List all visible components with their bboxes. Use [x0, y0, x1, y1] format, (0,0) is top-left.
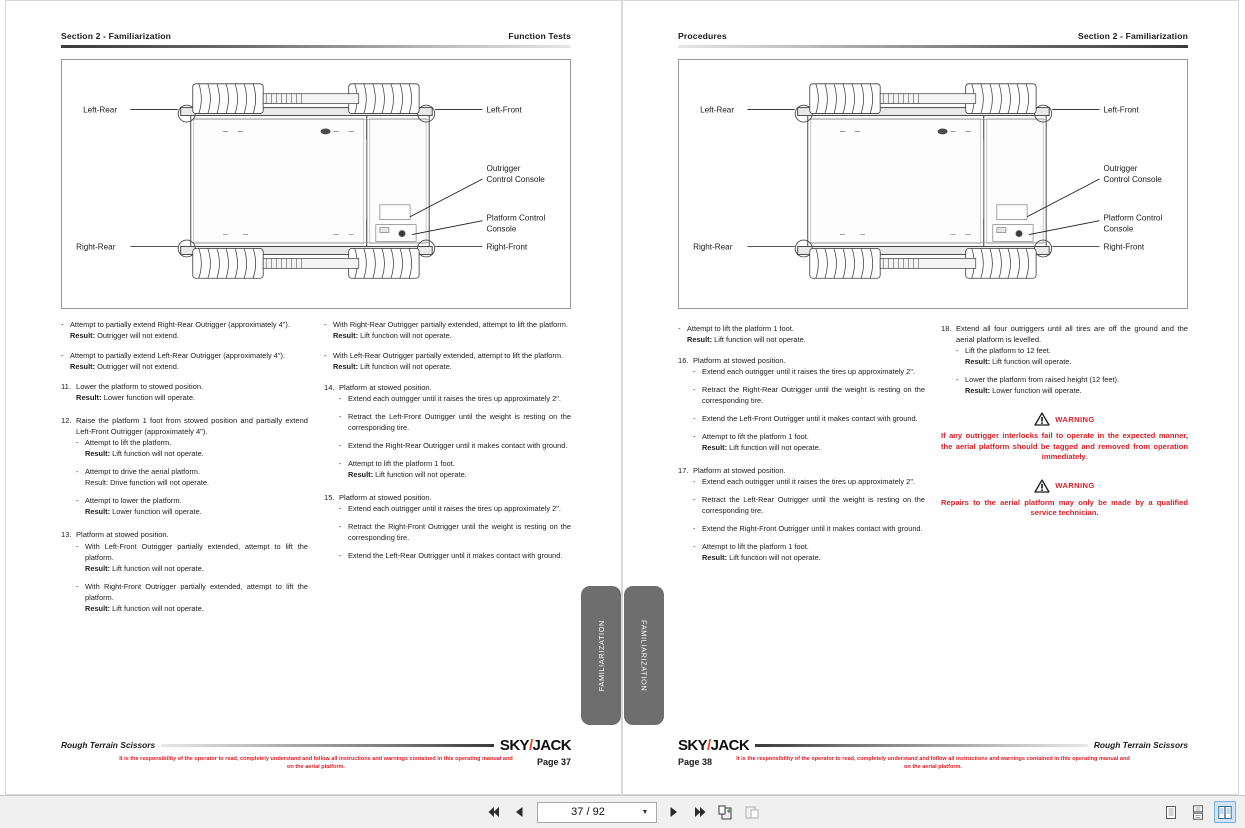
- list-item: - With Right-Rear Outrigger partially extended, attempt to lift the platform. Result: Lift function will not operate.: [324, 319, 568, 340]
- list-item: 13. Platform at stowed position. - With Left-Front Outrigger partially extended, attempt to lift the platform. Result: Lift function will not operate. - With Right-Front Outrigger partially extended, attempt to lift the platform. Result: Lift function will not operate.: [61, 530, 308, 613]
- substep-text: Retract the Left-Front Outrigger until the weight is resting on the corresponding tire.: [348, 411, 571, 432]
- running-header-left: [61, 31, 571, 41]
- substep-text: Extend each outrigger until it raises the tires up approximately 2".: [348, 393, 561, 403]
- single-page-view-icon: [1164, 805, 1178, 820]
- thumb-tab-left[interactable]: [581, 586, 621, 725]
- header-right-text: Function Tests: [508, 31, 571, 41]
- figure-aerial-platform-top-view-right: [678, 59, 1188, 309]
- figure-label-platform-console-line1: Platform Control: [1103, 213, 1163, 223]
- warning-block-1: [941, 412, 1188, 463]
- substep-text: Lift the platform to 12 feet.: [965, 346, 1051, 355]
- step-text: Platform at stowed position.: [339, 492, 432, 502]
- result-text: Lift function will not operate.: [360, 361, 452, 371]
- continuous-page-view-icon: [1191, 805, 1205, 820]
- substep-text: Extend each outrigger until it raises the tires up approximately 2".: [702, 477, 915, 486]
- header-rule: [61, 45, 571, 48]
- figure-label-right-front: Right-Front: [1103, 242, 1145, 252]
- result-text: Drive function will not operate.: [110, 478, 210, 488]
- footer-disclaimer: It is the responsibility of the operator to read, completely understand and follow all instructions and warnings contained in this operating manual and on the aerial platform.: [119, 755, 513, 771]
- figure-aerial-platform-top-view-left: [61, 59, 571, 309]
- platform-diagram-left: [62, 60, 570, 308]
- substep-text: Attempt to lift the platform 1 foot.: [702, 542, 809, 551]
- last-page-button[interactable]: [692, 803, 709, 822]
- result-label: Result:: [348, 469, 374, 479]
- step-number: 17.: [678, 465, 689, 475]
- list-item: - Attempt to partially extend Right-Rear Outrigger (approximately 4"). Result: Outrigger will not extend.: [61, 319, 290, 340]
- step-text: Platform at stowed position.: [339, 382, 432, 392]
- warning-block-2: [941, 479, 1188, 519]
- figure-label-outrigger-console-line2: Control Console: [1103, 174, 1162, 184]
- list-item: - With Left-Rear Outrigger partially extended, attempt to lift the platform. Result: Lift function will not operate.: [324, 350, 564, 371]
- footer-title: Rough Terrain Scissors: [1093, 740, 1188, 751]
- footer-rule: [161, 744, 494, 747]
- fit-page-icon: [744, 805, 760, 820]
- substep-text: Extend the Left-Front Outrigger until it makes contact with ground.: [702, 413, 918, 423]
- step-text: Attempt to lift the platform 1 foot.: [687, 323, 794, 333]
- result-label: Result:: [85, 507, 111, 517]
- document-page-left[interactable]: [5, 0, 622, 795]
- result-text: Lower function will operate.: [112, 507, 202, 517]
- first-page-icon: [487, 806, 500, 818]
- result-text: Lift function will not operate.: [729, 442, 821, 452]
- result-label: Result:: [76, 392, 102, 402]
- single-page-view-button[interactable]: [1160, 801, 1182, 823]
- figure-label-left-rear: Left-Rear: [700, 105, 735, 115]
- fit-width-button[interactable]: [718, 803, 735, 822]
- list-item: - Attempt to partially extend Left-Rear Outrigger (approximately 4"). Result: Outrigger will not extend.: [61, 350, 285, 371]
- step-number: 11.: [61, 381, 71, 391]
- result-label: Result:: [333, 361, 359, 371]
- result-label: Result:: [85, 478, 109, 488]
- substep-text: With Left-Front Outrigger partially extended, attempt to lift the platform.: [85, 541, 308, 562]
- warning-triangle-icon: [1034, 412, 1050, 426]
- figure-label-right-rear: Right-Rear: [76, 242, 116, 252]
- step-text: Attempt to partially extend Right-Rear Outrigger (approximately 4").: [70, 319, 290, 329]
- column-left: [61, 319, 308, 623]
- step-number: 12.: [61, 416, 72, 425]
- step-text: Platform at stowed position.: [693, 465, 786, 475]
- result-text: Lift function will not operate.: [360, 330, 452, 340]
- warning-text: If any outrigger interlocks fail to operate in the expected manner, the aerial platform should be tagged and removed from operation immediately.: [941, 431, 1188, 462]
- substep-text: Retract the Right-Rear Outrigger until the weight is resting on the corresponding tire.: [702, 384, 925, 405]
- footer-title: Rough Terrain Scissors: [61, 740, 156, 751]
- step-number: 18.: [941, 323, 952, 333]
- step-text: With Right-Rear Outrigger partially extended, attempt to lift the platform.: [333, 319, 568, 329]
- figure-label-platform-console-line1: Platform Control: [486, 213, 546, 223]
- step-number: 13.: [61, 530, 72, 540]
- last-page-icon: [694, 806, 707, 818]
- page-number: Page 38: [678, 756, 713, 767]
- previous-page-button[interactable]: [511, 803, 528, 822]
- header-left-text: Procedures: [678, 31, 727, 41]
- warning-triangle-icon: [1034, 479, 1050, 493]
- skyjack-logo: SKY/JACK: [499, 736, 571, 754]
- previous-page-icon: [514, 806, 524, 818]
- next-page-button[interactable]: [666, 803, 683, 822]
- substep-text: Retract the Right-Front Outrigger until the weight is resting on the corresponding tire.: [348, 522, 571, 542]
- list-item: 17. Platform at stowed position. - Extend each outrigger until it raises the tires up approximately 2". - Retract the Left-Rear Outrigger until the weight is resting on the corresponding tire. - Extend the Right-Front Outrigger until it makes contact with ground. - Attempt to lift the platform 1 foot. Result: Lift function will not operate.: [678, 465, 925, 562]
- substep-text: Attempt to lift the platform 1 foot.: [348, 458, 455, 468]
- substep-text: Extend the Right-Front Outrigger until it makes contact with ground.: [702, 524, 923, 533]
- step-number: 14.: [324, 382, 335, 392]
- figure-label-right-rear: Right-Rear: [693, 242, 733, 252]
- running-header-right: [678, 31, 1188, 41]
- continuous-page-view-button[interactable]: [1187, 801, 1209, 823]
- step-number: 16.: [678, 355, 689, 365]
- step-text: With Left-Rear Outrigger partially extended, attempt to lift the platform.: [333, 350, 564, 360]
- column-right: [324, 319, 571, 623]
- result-text: Lift function will not operate.: [375, 469, 467, 479]
- result-text: Lower function will operate.: [992, 386, 1082, 395]
- result-label: Result:: [965, 357, 991, 366]
- figure-label-outrigger-console-line2: Control Console: [486, 174, 545, 184]
- result-label: Result:: [687, 334, 713, 344]
- list-item: 15. Platform at stowed position. - Extend each outrigger until it raises the tires up approximately 2". - Retract the Right-Front Outrigger until the weight is resting on the corresponding tire. - Extend the Left-Rear Outrigger until it makes contact with ground.: [324, 492, 571, 560]
- substep-text: Attempt to lower the platform.: [85, 496, 182, 506]
- figure-label-left-front: Left-Front: [486, 105, 522, 115]
- result-label: Result:: [702, 553, 728, 562]
- result-text: Lift function will not operate.: [729, 553, 821, 562]
- substep-text: Extend the Right-Rear Outrigger until it makes contact with ground.: [348, 440, 568, 450]
- page-indicator-value: 37 / 92: [571, 805, 605, 818]
- footer-rule: [755, 744, 1088, 747]
- footer-disclaimer: It is the responsibility of the operator to read, completely understand and follow all instructions and warnings contained in this operating manual and on the aerial platform.: [736, 755, 1130, 771]
- step-text: Platform at stowed position.: [76, 530, 169, 540]
- result-label: Result:: [85, 449, 111, 459]
- chevron-down-icon[interactable]: ▼: [641, 808, 649, 816]
- first-page-button[interactable]: [485, 803, 502, 822]
- result-text: Lift function will not operate.: [112, 563, 204, 573]
- column-left: [678, 323, 925, 572]
- figure-label-left-front: Left-Front: [1103, 105, 1139, 115]
- result-text: Lift function will not operate.: [112, 449, 204, 459]
- platform-diagram-right: [679, 60, 1187, 308]
- body-columns-left: [61, 319, 571, 623]
- page-footer-right: [678, 738, 1188, 772]
- figure-label-platform-console-line2: Console: [486, 224, 517, 234]
- substep-text: Extend each outrigger until it raises the tires up approximately 2".: [702, 366, 915, 376]
- document-page-right[interactable]: [622, 0, 1239, 795]
- warning-text: Repairs to the aerial platform may only be made by a qualified service technician.: [941, 497, 1188, 518]
- result-text: Outrigger will not extend.: [97, 361, 179, 371]
- step-number: 15.: [324, 492, 335, 502]
- result-label: Result:: [702, 442, 728, 452]
- step-text: Raise the platform 1 foot from stowed position and partially extend Left-Front Outrigger (approximately 4").: [76, 416, 308, 437]
- substep-text: Attempt to drive the aerial platform.: [85, 467, 201, 477]
- thumb-tab-label: FAMILIARIZATION: [596, 619, 606, 692]
- fit-width-icon: [718, 805, 734, 820]
- section-thumb-tabs: [581, 586, 664, 725]
- page-number: Page 37: [536, 756, 571, 767]
- thumb-tab-label: FAMILIARIZATION: [639, 619, 649, 692]
- page-number-selector[interactable]: [537, 802, 657, 823]
- figure-label-platform-console-line2: Console: [1103, 224, 1134, 234]
- substep-text: Retract the Left-Rear Outrigger until the weight is resting on the corresponding tire.: [702, 495, 925, 515]
- warning-heading: WARNING: [1055, 414, 1095, 424]
- list-item: 16. Platform at stowed position. - Extend each outrigger until it raises the tires up approximately 2". - Retract the Right-Rear Outrigger until the weight is resting on the corresponding tire. - Extend the Left-Front Outrigger until it makes contact with ground. - Attempt to lift the platform 1 foot. Result: Lift function will not operate.: [678, 355, 925, 452]
- warning-heading: WARNING: [1055, 481, 1095, 491]
- figure-label-outrigger-console-line1: Outrigger: [1103, 163, 1138, 173]
- figure-label-right-front: Right-Front: [486, 242, 528, 252]
- result-label: Result:: [333, 330, 359, 340]
- result-text: Lift function will operate.: [992, 357, 1072, 366]
- result-text: Outrigger will not extend.: [97, 330, 179, 340]
- column-right: [941, 323, 1188, 572]
- step-text: Lower the platform to stowed position.: [76, 381, 204, 391]
- substep-text: With Right-Front Outrigger partially extended, attempt to lift the platform.: [85, 581, 308, 602]
- step-text: Attempt to partially extend Left-Rear Outrigger (approximately 4").: [70, 350, 285, 360]
- list-item: 12. Raise the platform 1 foot from stowed position and partially extend Left-Front Outrigger (approximately 4"). - Attempt to lift the platform. Result: Lift function will not operate. - Attempt to drive the aerial platform. Result: Drive function will not operate. - Attempt to lower the platform. Result: Lower function will operate.: [61, 416, 308, 517]
- page-footer-left: [61, 738, 571, 772]
- substep-text: Extend each outrigger until it raises the tires up approximately 2".: [348, 504, 561, 513]
- result-label: Result:: [85, 603, 111, 613]
- two-page-view-icon: [1218, 805, 1232, 820]
- skyjack-logo: SKY/JACK: [678, 736, 750, 754]
- list-item: [61, 381, 308, 403]
- figure-label-outrigger-console-line1: Outrigger: [486, 163, 521, 173]
- toolbar-view-mode-group: [1160, 801, 1236, 823]
- result-text: Lower function will operate.: [103, 392, 196, 402]
- list-item: 14. Platform at stowed position. - Extend each outrigger until it raises the tires up approximately 2". - Retract the Left-Front Outrigger until the weight is resting on the corresponding tire. - Extend the Right-Rear Outrigger until it makes contact with ground. - Attempt to lift the platform 1 foot. Result: Lift function will not operate.: [324, 382, 571, 479]
- viewer-toolbar: [0, 795, 1245, 828]
- result-label: Result:: [85, 563, 111, 573]
- result-text: Lift function will not operate.: [714, 334, 806, 344]
- result-label: Result:: [70, 361, 96, 371]
- header-left-text: Section 2 - Familiarization: [61, 31, 172, 41]
- two-page-view-button[interactable]: [1214, 801, 1236, 823]
- result-label: Result:: [965, 386, 991, 395]
- thumb-tab-right[interactable]: [624, 586, 664, 725]
- header-rule: [678, 45, 1188, 48]
- next-page-icon: [669, 806, 679, 818]
- result-label: Result:: [70, 330, 96, 340]
- substep-text: Lower the platform from raised height (12 feet).: [965, 375, 1120, 384]
- substep-text: Extend the Left-Rear Outrigger until it makes contact with ground.: [348, 551, 563, 560]
- toolbar-navigation-group: [0, 802, 1245, 823]
- step-text: Extend all four outriggers until all tires are off the ground and the aerial platform is levelled.: [956, 323, 1188, 344]
- body-columns-right: [678, 323, 1188, 572]
- result-text: Lift function will not operate.: [112, 603, 204, 613]
- fit-page-button[interactable]: [744, 803, 761, 822]
- list-item: 18. Extend all four outriggers until all tires are off the ground and the aerial platform is levelled. - Lift the platform to 12 feet. Result: Lift function will operate. - Lower the platform from raised height (12 feet). Result: Lower function will operate.: [941, 323, 1188, 395]
- substep-text: Attempt to lift the platform 1 foot.: [702, 431, 809, 441]
- header-right-text: Section 2 - Familiarization: [1077, 31, 1188, 41]
- step-text: Platform at stowed position.: [693, 355, 786, 365]
- substep-text: Attempt to lift the platform.: [85, 438, 172, 448]
- list-item: - Attempt to lift the platform 1 foot. Result: Lift function will not operate.: [678, 323, 806, 344]
- figure-label-left-rear: Left-Rear: [83, 105, 118, 115]
